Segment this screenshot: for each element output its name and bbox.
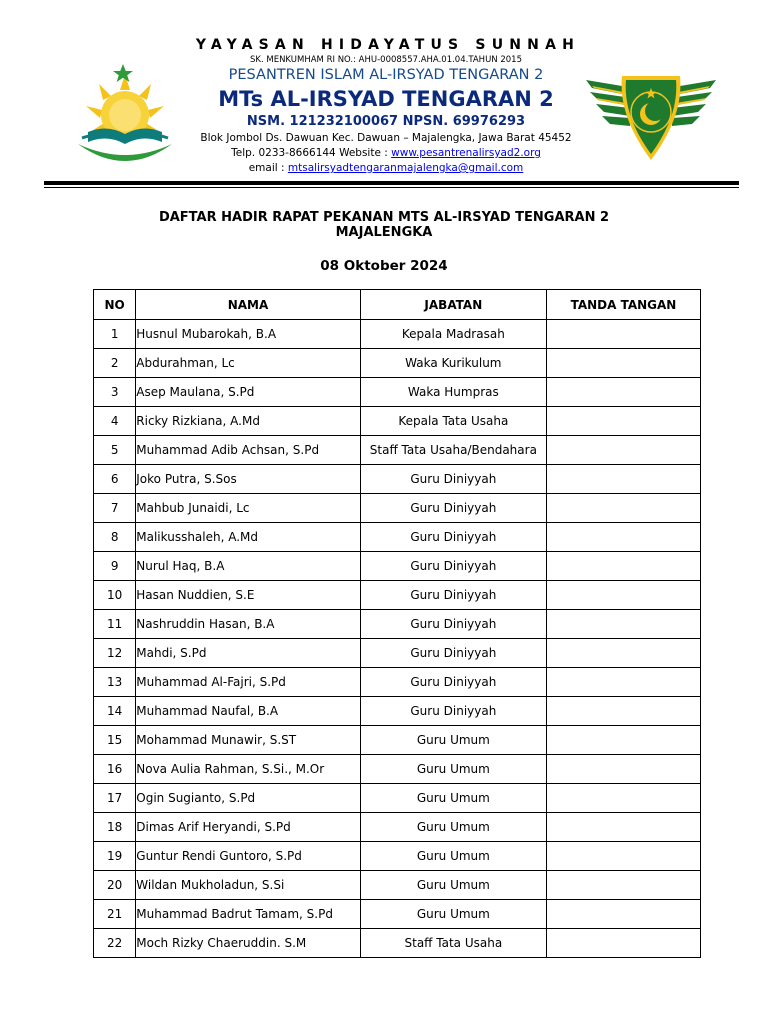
row-position-cell: Guru Diniyyah [360,668,546,697]
row-number-cell: 19 [94,842,136,871]
row-position-cell: Staff Tata Usaha/Bendahara [360,436,546,465]
row-position-cell: Waka Kurikulum [360,349,546,378]
row-name-cell: Muhammad Al-Fajri, S.Pd [136,668,360,697]
row-position-cell: Kepala Madrasah [360,320,546,349]
row-name-cell: Ricky Rizkiana, A.Md [136,407,360,436]
table-row [94,639,701,668]
letterhead-rule-thick [44,181,739,185]
table-row [94,610,701,639]
header-no: NO [94,290,136,320]
row-number-cell: 22 [94,929,136,958]
row-number-cell: 10 [94,581,136,610]
row-signature-cell[interactable] [546,610,700,639]
row-position-cell: Guru Diniyyah [360,552,546,581]
table-row [94,755,701,784]
row-name-cell: Asep Maulana, S.Pd [136,378,360,407]
row-signature-cell[interactable] [546,407,700,436]
header-nama: NAMA [136,290,360,320]
row-name-cell: Mahbub Junaidi, Lc [136,494,360,523]
row-name-cell: Nurul Haq, B.A [136,552,360,581]
table-row [94,320,701,349]
row-signature-cell[interactable] [546,929,700,958]
row-signature-cell[interactable] [546,726,700,755]
row-name-cell: Joko Putra, S.Sos [136,465,360,494]
row-signature-cell[interactable] [546,436,700,465]
school-emblem-icon [64,60,186,172]
table-row [94,523,701,552]
school-name: MTs AL-IRSYAD TENGARAN 2 [218,87,554,111]
row-position-cell: Guru Umum [360,900,546,929]
row-name-cell: Dimas Arif Heryandi, S.Pd [136,813,360,842]
row-signature-cell[interactable] [546,378,700,407]
row-name-cell: Nashruddin Hasan, B.A [136,610,360,639]
row-signature-cell[interactable] [546,523,700,552]
row-number-cell: 6 [94,465,136,494]
row-number-cell: 12 [94,639,136,668]
table-row [94,697,701,726]
title-line-2: MAJALENGKA [335,225,433,240]
foundation-name: YAYASAN HIDAYATUS SUNNAH [195,37,581,53]
table-row [94,871,701,900]
row-signature-cell[interactable] [546,494,700,523]
row-position-cell: Kepala Tata Usaha [360,407,546,436]
row-number-cell: 5 [94,436,136,465]
row-number-cell: 17 [94,784,136,813]
row-number-cell: 14 [94,697,136,726]
row-number-cell: 11 [94,610,136,639]
row-number-cell: 18 [94,813,136,842]
table-row [94,842,701,871]
document-title [84,210,684,240]
row-number-cell: 4 [94,407,136,436]
row-signature-cell[interactable] [546,784,700,813]
pesantren-name: PESANTREN ISLAM AL-IRSYAD TENGARAN 2 [228,67,544,83]
row-position-cell: Guru Diniyyah [360,697,546,726]
row-signature-cell[interactable] [546,813,700,842]
row-position-cell: Guru Umum [360,726,546,755]
row-name-cell: Moch Rizky Chaeruddin. S.M [136,929,360,958]
row-number-cell: 15 [94,726,136,755]
row-position-cell: Guru Diniyyah [360,639,546,668]
table-row [94,494,701,523]
row-number-cell: 7 [94,494,136,523]
row-name-cell: Malikusshaleh, A.Md [136,523,360,552]
table-row [94,726,701,755]
row-signature-cell[interactable] [546,465,700,494]
row-signature-cell[interactable] [546,552,700,581]
row-number-cell: 2 [94,349,136,378]
contact-line [186,146,586,161]
row-signature-cell[interactable] [546,581,700,610]
table-row [94,581,701,610]
row-name-cell: Muhammad Badrut Tamam, S.Pd [136,900,360,929]
email-link[interactable]: mtsalirsyadtengaranmajalengka@gmail.com [287,162,524,174]
row-name-cell: Mohammad Munawir, S.ST [136,726,360,755]
row-signature-cell[interactable] [546,320,700,349]
title-line-1: DAFTAR HADIR RAPAT PEKANAN MTS AL-IRSYAD TENGARAN 2 [158,210,610,225]
phone-text: Telp. 0233-8666144 Website : [231,147,392,159]
table-row [94,784,701,813]
letterhead-rule-thin [44,187,739,188]
row-position-cell: Guru Umum [360,813,546,842]
document-date: 08 Oktober 2024 [320,258,448,274]
row-position-cell: Guru Diniyyah [360,610,546,639]
row-name-cell: Muhammad Adib Achsan, S.Pd [136,436,360,465]
row-name-cell: Mahdi, S.Pd [136,639,360,668]
table-row [94,436,701,465]
nsm-npsn: NSM. 121232100067 NPSN. 69976293 [246,114,526,129]
row-name-cell: Guntur Rendi Guntoro, S.Pd [136,842,360,871]
row-number-cell: 16 [94,755,136,784]
header-jabatan: JABATAN [360,290,546,320]
row-number-cell: 8 [94,523,136,552]
row-name-cell: Wildan Mukholadun, S.Si [136,871,360,900]
row-position-cell: Guru Umum [360,871,546,900]
row-name-cell: Nova Aulia Rahman, S.Si., M.Or [136,755,360,784]
row-signature-cell[interactable] [546,842,700,871]
table-row [94,900,701,929]
row-signature-cell[interactable] [546,668,700,697]
table-row [94,407,701,436]
attendance-table [93,289,701,958]
row-signature-cell[interactable] [546,697,700,726]
row-position-cell: Waka Humpras [360,378,546,407]
table-row [94,378,701,407]
row-number-cell: 1 [94,320,136,349]
address: Blok Jombol Ds. Dawuan Kec. Dawuan – Majalengka, Jawa Barat 45452 [200,132,572,144]
row-position-cell: Guru Umum [360,755,546,784]
row-position-cell: Guru Diniyyah [360,465,546,494]
letterhead-text [186,36,586,176]
row-position-cell: Guru Diniyyah [360,494,546,523]
row-signature-cell[interactable] [546,755,700,784]
website-link[interactable]: www.pesantrenalirsyad2.org [391,147,541,159]
email-label: email : [248,162,288,174]
email-line [186,161,586,176]
row-signature-cell[interactable] [546,349,700,378]
header-tanda-tangan: TANDA TANGAN [546,290,700,320]
table-row [94,668,701,697]
table-row [94,929,701,958]
row-name-cell: Abdurahman, Lc [136,349,360,378]
row-number-cell: 13 [94,668,136,697]
row-position-cell: Staff Tata Usaha [360,929,546,958]
table-row [94,349,701,378]
row-number-cell: 20 [94,871,136,900]
table-header-row [94,290,701,320]
table-row [94,813,701,842]
letterhead [0,0,768,190]
row-signature-cell[interactable] [546,900,700,929]
row-name-cell: Muhammad Naufal, B.A [136,697,360,726]
row-number-cell: 21 [94,900,136,929]
row-name-cell: Husnul Mubarokah, B.A [136,320,360,349]
table-row [94,465,701,494]
row-position-cell: Guru Diniyyah [360,581,546,610]
row-position-cell: Guru Diniyyah [360,523,546,552]
row-number-cell: 9 [94,552,136,581]
row-number-cell: 3 [94,378,136,407]
row-position-cell: Guru Umum [360,784,546,813]
row-position-cell: Guru Umum [360,842,546,871]
table-row [94,552,701,581]
row-name-cell: Hasan Nuddien, S.E [136,581,360,610]
sk-number: SK. MENKUMHAM RI NO.: AHU-0008557.AHA.01.04.TAHUN 2015 [250,55,522,65]
row-signature-cell[interactable] [546,871,700,900]
row-signature-cell[interactable] [546,639,700,668]
row-name-cell: Ogin Sugianto, S.Pd [136,784,360,813]
winged-crest-icon [584,66,718,164]
